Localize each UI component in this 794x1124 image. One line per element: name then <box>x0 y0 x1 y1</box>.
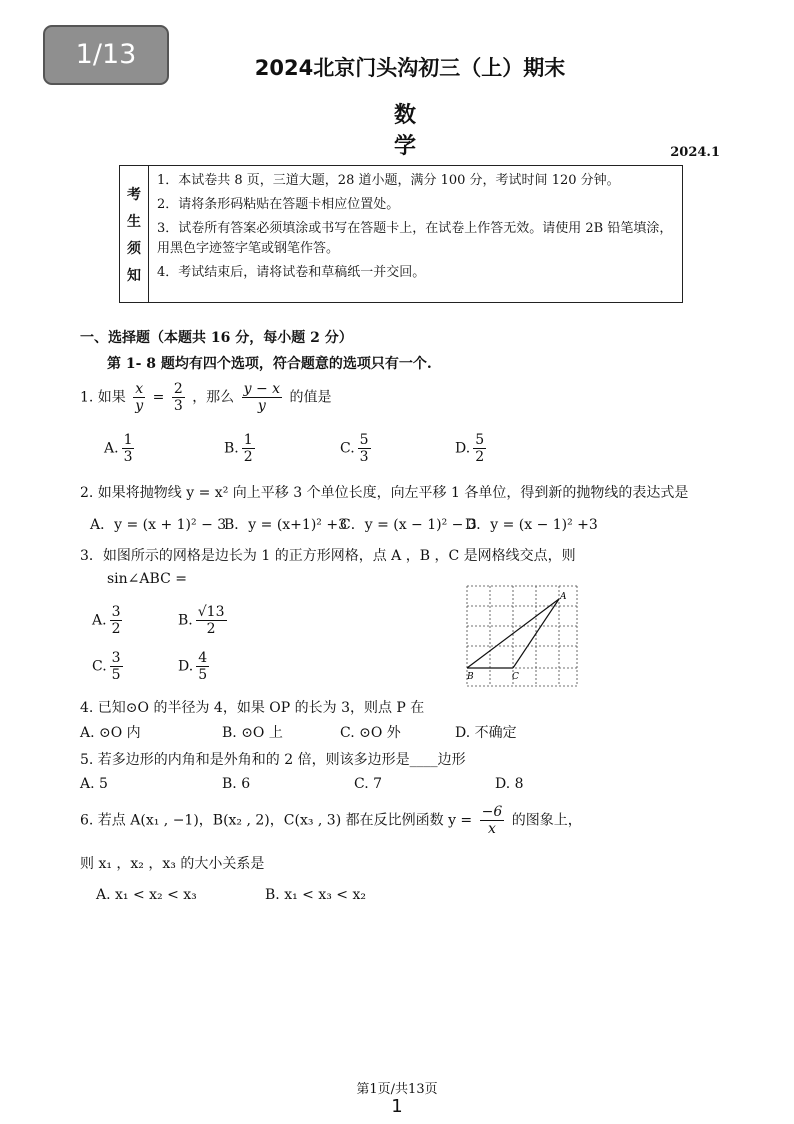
section-heading: 一、选择题（本题共 16 分，每小题 2 分） <box>80 330 353 346</box>
notice-item: 2．请将条形码粘贴在答题卡相应位置处。 <box>157 197 400 212</box>
q1-equals: = <box>152 389 165 406</box>
question-2: 2. 如果将抛物线 y = x² 向上平移 3 个单位长度，向左平移 1 各单位，得到新的抛物线的表达式是 <box>80 485 689 501</box>
q2-option-d[interactable]: D．y = (x − 1)² +3 <box>465 517 598 533</box>
section-instruction: 第 1- 8 题均有四个选项，符合题意的选项只有一个. <box>107 356 432 372</box>
q6-suffix: 的图象上， <box>511 812 582 829</box>
q5-option-a[interactable]: A. 5 <box>80 776 108 792</box>
q3-option-a[interactable]: A. $\frac{3}{2}$ <box>92 604 121 637</box>
question-4: 4. 已知⊙O 的半径为 4，如果 OP 的长为 3，则点 P 在 <box>80 700 425 716</box>
q1-option-a[interactable]: A. $\frac{1}{3}$ <box>104 432 133 465</box>
q4-option-b[interactable]: B. ⊙O 上 <box>222 725 283 741</box>
q6-fraction: $\frac{-6}{x}$ <box>481 804 503 837</box>
question-6 <box>80 804 582 837</box>
q4-option-d[interactable]: D. 不确定 <box>455 725 517 741</box>
q1-prefix: 1. 如果 <box>80 389 126 406</box>
q6-prefix: 6. 若点 A(x₁ , −1)，B(x₂ , 2)，C(x₃ , 3) 都在反比例函数 y = <box>80 812 473 829</box>
notice-items <box>149 166 682 302</box>
notice-label <box>120 166 149 302</box>
q3-option-d[interactable]: D. $\frac{4}{5}$ <box>178 650 208 683</box>
point-a-label: A <box>560 592 567 602</box>
q4-option-a[interactable]: A. ⊙O 内 <box>80 725 141 741</box>
q6-line2: 则 x₁ ，x₂ ，x₃ 的大小关系是 <box>80 856 265 872</box>
notice-item: 4．考试结束后，请将试卷和草稿纸一并交回。 <box>157 265 426 280</box>
q1-fraction-expr: $\frac{y - x}{y}$ <box>243 381 281 414</box>
page-info: 第1页/共13页 <box>356 1082 438 1097</box>
page-number: 1 <box>391 1096 403 1117</box>
q1-fraction-x-over-y: $\frac{x}{y}$ <box>135 381 144 414</box>
q2-option-b[interactable]: B．y = (x+1)² +3 <box>224 517 347 533</box>
notice-box <box>119 165 683 303</box>
triangle-abc <box>467 599 559 668</box>
exam-title: 2024北京门头沟初三（上）期末 <box>254 56 566 80</box>
notice-label-char: 须 <box>127 240 141 257</box>
subject-title: 数学 <box>393 102 450 159</box>
q6-option-b[interactable]: B. x₁ < x₃ < x₂ <box>265 887 366 903</box>
q6-option-a[interactable]: A. x₁ < x₂ < x₃ <box>96 887 197 903</box>
notice-label-char: 知 <box>127 267 141 284</box>
notice-item: 3．试卷所有答案必须填涂或书写在答题卡上，在试卷上作答无效。请使用 2B 铅笔填涂，用黑色字迹签字笔或钢笔作答。 <box>157 221 673 256</box>
q1-mid: ，那么 <box>192 389 235 406</box>
q3-option-c[interactable]: C. $\frac{3}{5}$ <box>92 650 121 683</box>
point-c-label: C <box>512 672 519 682</box>
q1-suffix: 的值是 <box>289 389 332 406</box>
q2-option-c[interactable]: C．y = (x − 1)² − 3 <box>340 517 477 533</box>
q5-option-d[interactable]: D. 8 <box>495 776 524 792</box>
question-3: 3．如图所示的网格是边长为 1 的正方形网格，点 A ，B ，C 是网格线交点，则 <box>80 548 576 564</box>
q1-option-c[interactable]: C. $\frac{5}{3}$ <box>340 432 369 465</box>
notice-label-char: 考 <box>127 186 141 203</box>
notice-label-char: 生 <box>127 213 141 230</box>
q2-option-a[interactable]: A．y = (x + 1)² − 3 <box>90 517 227 533</box>
notice-item: 1．本试卷共 8 页，三道大题，28 道小题，满分 100 分，考试时间 120 分钟。 <box>157 173 620 188</box>
q3-option-b[interactable]: B. $\frac{√13}{2}$ <box>178 604 225 637</box>
q1-option-d[interactable]: D. $\frac{5}{2}$ <box>455 432 485 465</box>
point-b-label: B <box>467 672 474 682</box>
q5-option-c[interactable]: C. 7 <box>354 776 383 792</box>
question-1 <box>80 381 332 414</box>
page-badge: 1/13 <box>43 25 169 85</box>
q1-fraction-2-3: $\frac{2}{3}$ <box>173 381 183 414</box>
q1-option-b[interactable]: B. $\frac{1}{2}$ <box>224 432 253 465</box>
q3-expression: sin∠ABC = <box>107 571 187 587</box>
question-5: 5. 若多边形的内角和是外角和的 2 倍，则该多边形是____边形 <box>80 752 466 768</box>
q4-option-c[interactable]: C. ⊙O 外 <box>340 725 401 741</box>
q3-grid-figure <box>460 582 584 692</box>
q5-option-b[interactable]: B. 6 <box>222 776 251 792</box>
exam-date: 2024.1 <box>670 145 720 160</box>
